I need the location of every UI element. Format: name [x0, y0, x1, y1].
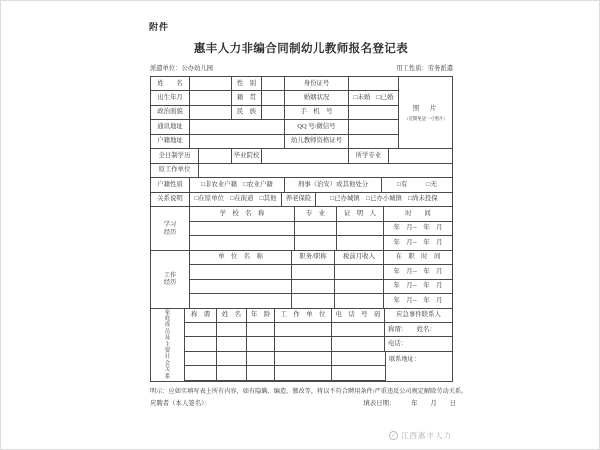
edu-date-range: 年 月-- 年 月: [393, 224, 443, 232]
brand-logo-icon: ✓: [390, 433, 397, 439]
table-row: [151, 265, 452, 279]
family-phone-header: 电 话 号 码: [332, 309, 385, 322]
family-employer-input-cell: [275, 366, 332, 379]
major-input-cell: [389, 149, 452, 162]
marital-options: □未婚 □已婚: [353, 94, 394, 101]
political-status-label: 政治面貌: [151, 106, 190, 119]
gender-label: 性 别: [232, 77, 262, 90]
family-section-text: 家庭成员及主要社会关系: [164, 309, 171, 380]
work-employer-header: 单 位 名 称: [190, 251, 292, 264]
attachment-label: 附件: [149, 22, 170, 32]
work-income-header: 税前月收入: [335, 251, 384, 264]
dispatch-unit-label: 派遣单位：公办幼儿园: [150, 65, 213, 72]
criminal-record-options: □有 □无: [397, 180, 437, 188]
education-label: 全日制学历: [151, 149, 199, 162]
mobile-label: 手 机 号: [285, 106, 349, 119]
ethnicity-label: 民 族: [232, 106, 262, 119]
family-name-input-cell: [217, 366, 247, 379]
family-phone-input-cell: [332, 366, 385, 379]
household-address-label: 户籍地址: [151, 135, 190, 148]
graduate-school-input-cell: [262, 149, 349, 162]
work-employer-input-cell: [190, 294, 292, 307]
edu-reference-header: 证 明 人: [337, 207, 384, 220]
family-relation-input-cell: [185, 323, 217, 336]
emergency-relation-name-cell: 称谓： 姓名：: [388, 325, 436, 333]
work-position-input-cell: [292, 294, 335, 307]
table-row: [151, 222, 452, 236]
family-age-input-cell: [247, 366, 275, 379]
table-row: [151, 178, 452, 192]
table-row: [151, 251, 452, 265]
family-relation-input-cell: [185, 366, 217, 379]
work-position-input-cell: [292, 265, 335, 278]
family-section-label: [151, 309, 185, 381]
family-name-input-cell: [217, 323, 247, 336]
brand-watermark-text: 江西惠丰人力: [401, 431, 452, 440]
qq-wechat-input-cell: [349, 120, 398, 133]
work-history-section-label: [151, 251, 190, 309]
household-address-input-cell: [190, 135, 285, 148]
edu-major-header: 专 业: [295, 207, 337, 220]
emergency-address-cell: 联系地址：: [385, 352, 452, 381]
political-status-input-cell: [190, 106, 232, 119]
edu-major-input-cell: [295, 236, 337, 249]
brand-watermark: [389, 430, 452, 441]
education-history-section-text: 学习经历: [163, 221, 177, 236]
family-relation-input-cell: [185, 352, 217, 365]
family-employer-input-cell: [275, 352, 332, 365]
family-employer-input-cell: [275, 323, 332, 336]
education-input-cell: [199, 149, 232, 162]
edu-time-header: 时 间: [405, 209, 431, 217]
family-phone-input-cell: [332, 323, 385, 336]
family-relation-input-cell: [185, 337, 217, 350]
relation-note-options: □在原单位 □在街道 □其他: [190, 193, 282, 206]
registration-table: [150, 76, 453, 382]
table-row: [151, 294, 452, 308]
work-income-input-cell: [335, 280, 384, 293]
teacher-cert-label: 幼儿教师资格证号: [285, 135, 349, 148]
work-tenure-header: 在 职 时 间: [395, 253, 441, 261]
work-income-input-cell: [335, 294, 384, 307]
edu-date-range: 年 月-- 年 月: [393, 238, 443, 246]
form-date-label: 填表日期： 年 月 日: [363, 400, 456, 407]
family-age-input-cell: [247, 352, 275, 365]
ethnicity-input-cell: [262, 106, 285, 119]
table-row: [151, 193, 452, 207]
table-row: [151, 323, 452, 337]
signature-line: [150, 398, 456, 407]
table-row: [151, 149, 452, 163]
pension-label: 养老保险: [282, 193, 316, 206]
teacher-cert-input-cell: [349, 135, 398, 148]
family-name-input-cell: [217, 352, 247, 365]
work-employer-input-cell: [190, 265, 292, 278]
emergency-phone-cell: 电话：: [388, 339, 408, 347]
employment-nature-label: 用工性质：劳务派遣: [396, 65, 453, 72]
family-phone-input-cell: [332, 352, 385, 365]
mobile-input-cell: [349, 106, 398, 119]
work-date-range: 年 月-- 年 月: [393, 296, 443, 304]
name-input-cell: [190, 77, 232, 90]
birth-date-label: 出生年月: [151, 91, 190, 104]
relation-note-label: 关系说明: [151, 193, 190, 206]
former-employer-input-cell: [199, 164, 452, 177]
former-employer-label: 原工作单位: [151, 164, 199, 177]
photo-title: 照 片: [412, 105, 439, 113]
family-employer-header: 工 作 单 位: [275, 309, 332, 322]
form-subline: [150, 63, 453, 72]
work-position-input-cell: [292, 280, 335, 293]
graduate-school-label: 毕业院校: [232, 149, 262, 162]
work-history-section-text: 工作经历: [163, 271, 177, 287]
form-title: 惠丰人力非编合同制幼儿教师报名登记表: [193, 43, 409, 55]
notice-text: 明示：应如实填写表上所有内容，如有隐瞒、编造、篡改等，将以不符合聘用条件/严重违反公司规定解除劳动关系。: [150, 388, 468, 395]
education-history-section-label: [151, 207, 190, 250]
edu-reference-input-cell: [337, 222, 384, 235]
school-name-header: 学 校 名 称: [190, 207, 295, 220]
signature-label: 应聘者（本人签名）：: [150, 400, 211, 407]
criminal-record-label: 刑事（治安）或其他处分: [285, 178, 382, 191]
id-number-input-cell: [349, 77, 398, 90]
major-label: 所学专业: [349, 149, 389, 162]
work-employer-input-cell: [190, 280, 292, 293]
edu-major-input-cell: [295, 222, 337, 235]
edu-reference-input-cell: [337, 236, 384, 249]
table-row: [151, 280, 452, 294]
table-row: [151, 309, 452, 323]
family-name-input-cell: [217, 337, 247, 350]
birth-date-input-cell: [190, 91, 232, 104]
table-row: [151, 164, 452, 178]
family-age-input-cell: [247, 323, 275, 336]
native-place-label: 籍 贯: [232, 91, 262, 104]
family-relation-header: 称 谓: [185, 309, 217, 322]
native-place-input-cell: [262, 91, 285, 104]
emergency-contact-header: 应急事件联系人: [396, 311, 441, 319]
table-row: [151, 337, 452, 351]
school-name-input-cell: [190, 222, 295, 235]
table-row: [151, 207, 452, 221]
photo-cell: [398, 77, 452, 149]
mailing-address-label: 通讯地址: [151, 120, 190, 133]
gender-input-cell: [262, 77, 285, 90]
work-date-range: 年 月-- 年 月: [393, 267, 443, 275]
qq-wechat-label: QQ 号/微信号: [285, 120, 349, 133]
work-position-header: 职务/职称: [292, 251, 335, 264]
family-name-header: 姓 名: [217, 309, 247, 322]
marital-status-label: 婚姻状况: [285, 91, 349, 104]
name-label: 姓 名: [151, 77, 190, 90]
family-phone-input-cell: [332, 337, 385, 350]
id-number-label: 身份证号: [285, 77, 349, 90]
household-type-options: □非农业户籍 □农业户籍: [190, 178, 285, 191]
work-income-input-cell: [335, 265, 384, 278]
school-name-input-cell: [190, 236, 295, 249]
family-age-input-cell: [247, 337, 275, 350]
family-employer-input-cell: [275, 337, 332, 350]
family-age-header: 年 龄: [247, 309, 275, 322]
work-date-range: 年 月-- 年 月: [393, 282, 443, 290]
table-row: [151, 236, 452, 250]
photo-note: （近期免冠一寸照片）: [403, 117, 448, 122]
pension-options: □已办城镇 □已办小城镇 □尚未投保: [330, 195, 438, 203]
mailing-address-input-cell: [190, 120, 285, 133]
household-type-label: 户籍性质: [151, 178, 190, 191]
